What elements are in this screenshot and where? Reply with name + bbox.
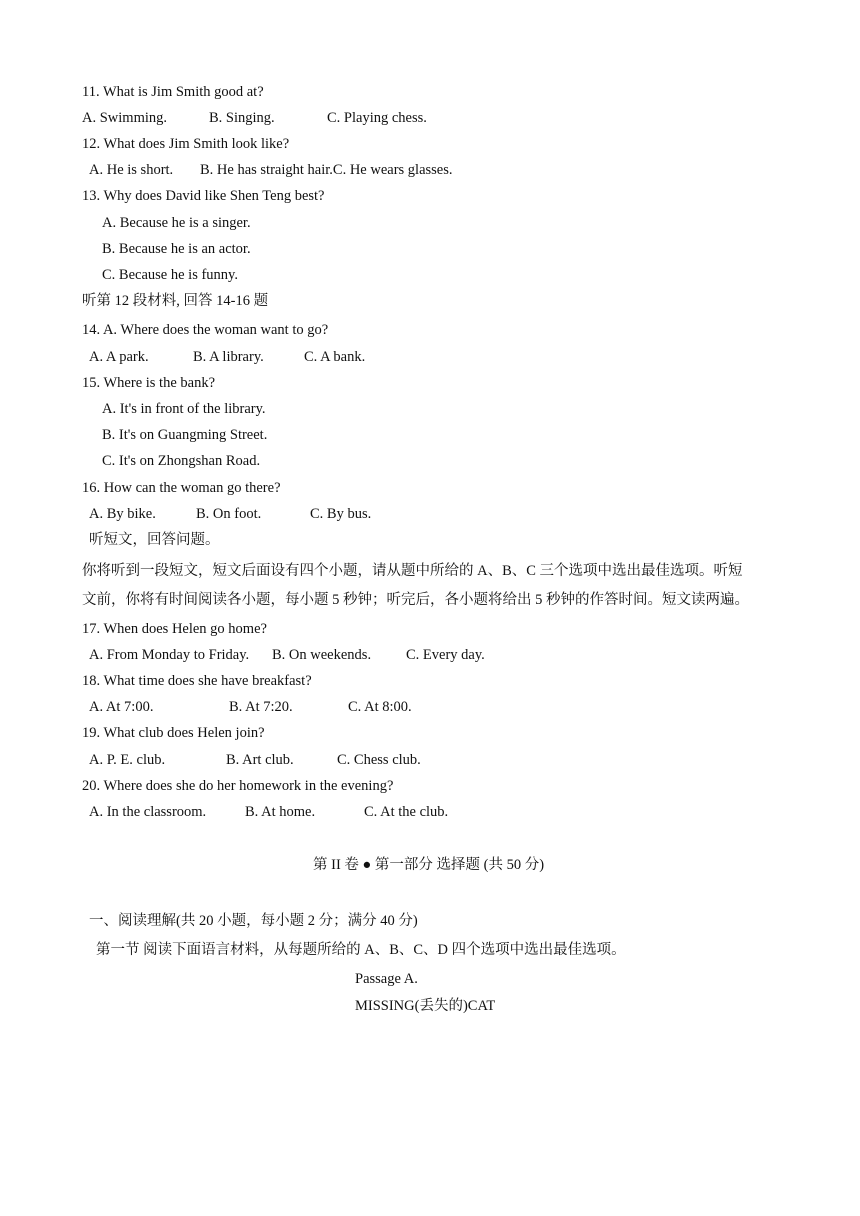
option-b: B. Singing. <box>209 110 275 126</box>
question-11-options <box>82 109 427 127</box>
short-passage-heading: 听短文，回答问题。 <box>89 532 220 548</box>
option-c: C. Playing chess. <box>327 110 427 126</box>
option-b: B. At 7:20. <box>229 699 293 715</box>
option-a: A. A park. <box>89 349 149 365</box>
option-b: B. He has straight hair. <box>200 162 333 178</box>
option-a: A. In the classroom. <box>89 804 207 820</box>
question-19-stem: 19. What club does Helen join? <box>82 725 265 741</box>
question-13-option-c: C. Because he is funny. <box>102 267 238 283</box>
question-17-options <box>89 646 485 664</box>
option-a: A. Swimming. <box>82 110 167 126</box>
question-18-options <box>89 698 412 716</box>
question-15-option-b: B. It's on Guangming Street. <box>102 427 268 443</box>
option-c: C. At 8:00. <box>348 699 412 715</box>
option-b: B. Art club. <box>226 752 294 768</box>
question-16-stem: 16. How can the woman go there? <box>82 480 281 496</box>
option-a: A. By bike. <box>89 506 156 522</box>
reading-section-heading: 一、阅读理解(共 20 小题，每小题 2 分；满分 40 分) <box>89 913 418 929</box>
option-a: A. P. E. club. <box>89 752 166 768</box>
option-c: C. A bank. <box>304 349 366 365</box>
passage-label: Passage A. <box>355 971 418 987</box>
question-12-stem: 12. What does Jim Smith look like? <box>82 136 290 152</box>
section-12-heading: 听第 12 段材料, 回答 14-16 题 <box>82 293 269 309</box>
option-c: C. By bus. <box>310 506 372 522</box>
question-15-option-a: A. It's in front of the library. <box>102 401 266 417</box>
question-15-option-c: C. It's on Zhongshan Road. <box>102 453 261 469</box>
question-20-options <box>89 803 448 821</box>
option-a: A. He is short. <box>89 162 174 178</box>
option-c: C. At the club. <box>364 804 449 820</box>
option-b: B. On foot. <box>196 506 262 522</box>
question-14-stem: 14. A. Where does the woman want to go? <box>82 322 329 338</box>
question-14-options <box>89 348 365 366</box>
instruction-line-2: 文前，你将有时间阅读各小题，每小题 5 秒钟；听完后，各小题将给出 5 秒钟的作答时间。短文读两遍。 <box>82 592 749 608</box>
passage-title: MISSING(丢失的)CAT <box>355 998 496 1014</box>
question-15-stem: 15. Where is the bank? <box>82 375 216 391</box>
option-a: A. From Monday to Friday. <box>89 647 250 663</box>
question-12-options <box>89 161 453 179</box>
instruction-line-1: 你将听到一段短文，短文后面设有四个小题，请从题中所给的 A、B、C 三个选项中选出最佳选项。听短 <box>82 563 743 579</box>
option-b: B. A library. <box>193 349 264 365</box>
question-19-options <box>89 751 421 769</box>
question-17-stem: 17. When does Helen go home? <box>82 621 267 637</box>
volume-title: 第 II 卷 ● 第一部分 选择题 (共 50 分) <box>313 857 545 873</box>
option-b: B. At home. <box>245 804 316 820</box>
question-11-stem: 11. What is Jim Smith good at? <box>82 84 264 100</box>
option-b: B. On weekends. <box>272 647 372 663</box>
question-16-options <box>89 505 371 523</box>
option-c: C. He wears glasses. <box>332 162 453 178</box>
option-c: C. Chess club. <box>337 752 421 768</box>
question-13-option-a: A. Because he is a singer. <box>102 215 251 231</box>
option-a: A. At 7:00. <box>89 699 154 715</box>
question-13-option-b: B. Because he is an actor. <box>102 241 251 257</box>
question-13-stem: 13. Why does David like Shen Teng best? <box>82 188 325 204</box>
section-1-instruction: 第一节 阅读下面语言材料，从每题所给的 A、B、C、D 四个选项中选出最佳选项。 <box>96 942 626 958</box>
option-c: C. Every day. <box>406 647 485 663</box>
question-20-stem: 20. Where does she do her homework in the evening? <box>82 778 394 794</box>
question-18-stem: 18. What time does she have breakfast? <box>82 673 312 689</box>
